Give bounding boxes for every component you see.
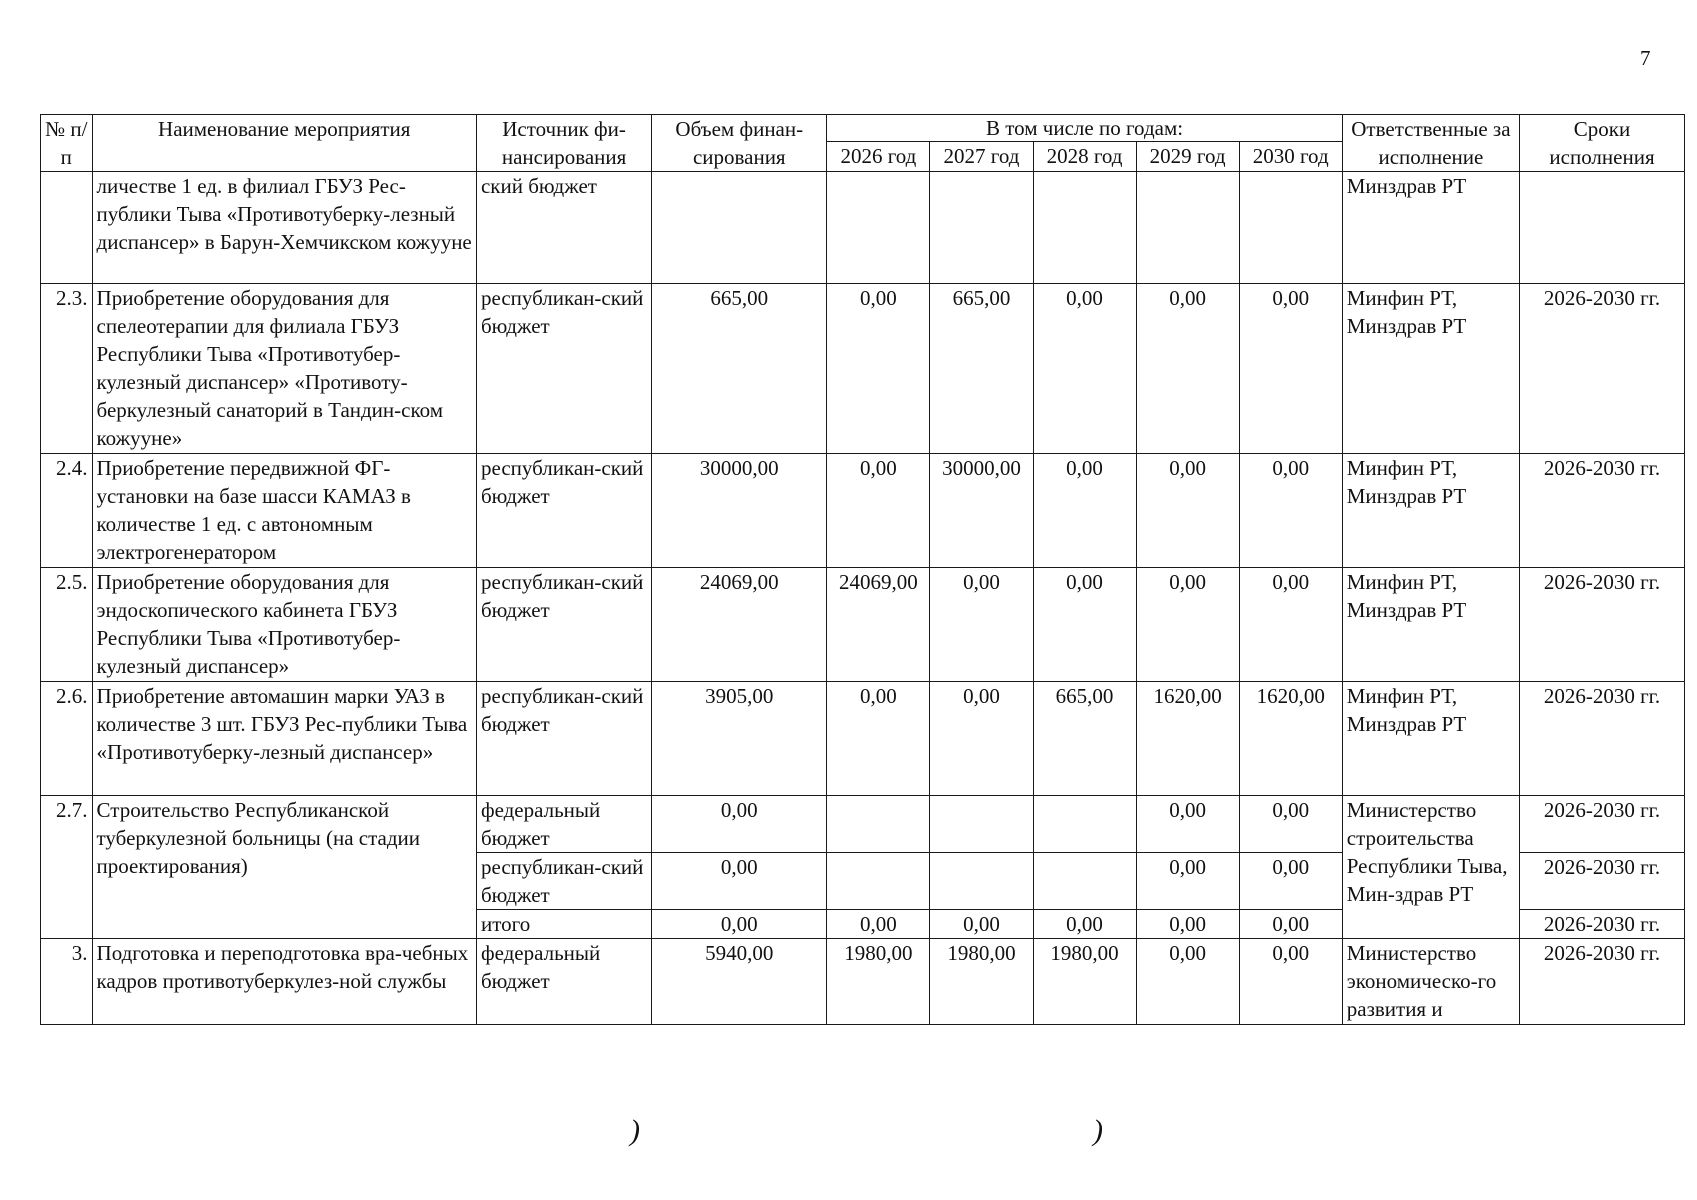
row-name: Приобретение оборудования для эндоскопического кабинета ГБУЗ Республики Тыва «Противотубер-кулезный диспансер»: [92, 568, 476, 682]
row-volume: 0,00: [652, 853, 827, 910]
row-volume: [652, 172, 827, 284]
row-deadline: 2026-2030 гг.: [1520, 568, 1685, 682]
header-volume: Объем финан-сирования: [652, 115, 827, 172]
row-source: республикан-ский бюджет: [476, 454, 651, 568]
row-y2027: 0,00: [930, 682, 1033, 796]
header-num: № п/п: [41, 115, 93, 172]
row-deadline: 2026-2030 гг.: [1520, 682, 1685, 796]
row-deadline: 2026-2030 гг.: [1520, 853, 1685, 910]
scan-mark-right: ): [1093, 1114, 1103, 1147]
row-y2030: 0,00: [1239, 796, 1342, 853]
header-name: Наименование мероприятия: [92, 115, 476, 172]
header-row-1: [41, 115, 1685, 142]
row-y2026: 1980,00: [827, 939, 930, 1025]
row-y2028: 665,00: [1033, 682, 1136, 796]
row-volume: 5940,00: [652, 939, 827, 1025]
row-y2030: 0,00: [1239, 910, 1342, 939]
row-y2029: 0,00: [1136, 853, 1239, 910]
row-name: Строительство Республиканской туберкулезной больницы (на стадии проектирования): [92, 796, 476, 939]
row-y2027: [930, 172, 1033, 284]
row-volume: 0,00: [652, 910, 827, 939]
row-y2028: [1033, 796, 1136, 853]
row-source: республикан-ский бюджет: [476, 853, 651, 910]
row-y2030: 0,00: [1239, 853, 1342, 910]
activities-table-container: [40, 114, 1685, 1025]
row-deadline: 2026-2030 гг.: [1520, 910, 1685, 939]
header-responsible: Ответственные за исполнение: [1342, 115, 1519, 172]
row-num: 2.7.: [41, 796, 93, 939]
row-y2026: [827, 853, 930, 910]
row-y2028: 0,00: [1033, 568, 1136, 682]
row-deadline: 2026-2030 гг.: [1520, 284, 1685, 454]
row-volume: 0,00: [652, 796, 827, 853]
row-y2030: [1239, 172, 1342, 284]
row-num: 2.4.: [41, 454, 93, 568]
row-deadline: 2026-2030 гг.: [1520, 796, 1685, 853]
row-y2028: 0,00: [1033, 910, 1136, 939]
row-y2028: 0,00: [1033, 284, 1136, 454]
row-name: личестве 1 ед. в филиал ГБУЗ Рес-публики Тыва «Противотуберку-лезный диспансер» в Барун-Хемчикском кожууне: [92, 172, 476, 284]
page-number: 7: [1640, 46, 1651, 70]
row-num: 2.6.: [41, 682, 93, 796]
row-deadline: [1520, 172, 1685, 284]
row-source: федеральный бюджет: [476, 939, 651, 1025]
row-y2028: [1033, 172, 1136, 284]
row-y2026: [827, 172, 930, 284]
row-source: республикан-ский бюджет: [476, 284, 651, 454]
row-y2030: 0,00: [1239, 939, 1342, 1025]
table-row: [41, 939, 1685, 1025]
row-volume: 30000,00: [652, 454, 827, 568]
row-y2026: 0,00: [827, 910, 930, 939]
row-y2029: [1136, 172, 1239, 284]
header-year-2027: 2027 год: [930, 142, 1033, 172]
row-name: Приобретение оборудования для спелеотерапии для филиала ГБУЗ Республики Тыва «Противотубер-кулезный диспансер» «Противоту-беркулезный санаторий в Тандин-ском кожууне»: [92, 284, 476, 454]
row-y2029: 0,00: [1136, 284, 1239, 454]
table-row: [41, 796, 1685, 853]
table-row: [41, 568, 1685, 682]
row-name: Приобретение передвижной ФГ-установки на базе шасси КАМАЗ в количестве 1 ед. с автономным электрогенератором: [92, 454, 476, 568]
header-year-2030: 2030 год: [1239, 142, 1342, 172]
row-volume: 3905,00: [652, 682, 827, 796]
row-responsible: Минфин РТ, Минздрав РТ: [1342, 682, 1519, 796]
row-name: Приобретение автомашин марки УАЗ в количестве 3 шт. ГБУЗ Рес-публики Тыва «Противотуберку-лезный диспансер»: [92, 682, 476, 796]
header-year-2026: 2026 год: [827, 142, 930, 172]
row-name: Подготовка и переподготовка вра-чебных кадров противотуберкулез-ной службы: [92, 939, 476, 1025]
row-y2027: 0,00: [930, 568, 1033, 682]
row-responsible: Минфин РТ, Минздрав РТ: [1342, 568, 1519, 682]
row-volume: 665,00: [652, 284, 827, 454]
row-y2029: 0,00: [1136, 796, 1239, 853]
row-source: федеральный бюджет: [476, 796, 651, 853]
row-num: 2.3.: [41, 284, 93, 454]
row-source: ский бюджет: [476, 172, 651, 284]
row-y2030: 0,00: [1239, 568, 1342, 682]
header-year-2029: 2029 год: [1136, 142, 1239, 172]
row-responsible: Минздрав РТ: [1342, 172, 1519, 284]
row-responsible: Министерство экономическо-го развития и: [1342, 939, 1519, 1025]
row-y2029: 0,00: [1136, 910, 1239, 939]
row-deadline: 2026-2030 гг.: [1520, 939, 1685, 1025]
row-num: 2.5.: [41, 568, 93, 682]
row-y2027: 665,00: [930, 284, 1033, 454]
row-source: республикан-ский бюджет: [476, 568, 651, 682]
row-deadline: 2026-2030 гг.: [1520, 454, 1685, 568]
row-y2027: 1980,00: [930, 939, 1033, 1025]
table-row: [41, 172, 1685, 284]
row-responsible: Минфин РТ, Минздрав РТ: [1342, 454, 1519, 568]
row-y2027: 30000,00: [930, 454, 1033, 568]
header-source: Источник фи-нансирования: [476, 115, 651, 172]
row-y2028: 0,00: [1033, 454, 1136, 568]
activities-table: [40, 114, 1685, 1025]
row-y2027: [930, 796, 1033, 853]
row-y2026: 0,00: [827, 682, 930, 796]
row-y2026: [827, 796, 930, 853]
row-y2030: 0,00: [1239, 454, 1342, 568]
row-num: 3.: [41, 939, 93, 1025]
header-years-group: В том числе по годам:: [827, 115, 1342, 142]
row-y2026: 0,00: [827, 284, 930, 454]
row-volume: 24069,00: [652, 568, 827, 682]
row-y2028: 1980,00: [1033, 939, 1136, 1025]
row-y2027: 0,00: [930, 910, 1033, 939]
row-y2029: 1620,00: [1136, 682, 1239, 796]
header-deadline: Сроки исполнения: [1520, 115, 1685, 172]
row-source: республикан-ский бюджет: [476, 682, 651, 796]
row-y2026: 0,00: [827, 454, 930, 568]
row-responsible: Минфин РТ, Минздрав РТ: [1342, 284, 1519, 454]
table-row: [41, 682, 1685, 796]
row-y2030: 0,00: [1239, 284, 1342, 454]
row-y2029: 0,00: [1136, 454, 1239, 568]
table-row: [41, 284, 1685, 454]
row-y2029: 0,00: [1136, 939, 1239, 1025]
scan-mark-left: ): [630, 1114, 640, 1147]
row-y2027: [930, 853, 1033, 910]
row-y2029: 0,00: [1136, 568, 1239, 682]
table-row: [41, 454, 1685, 568]
row-num: [41, 172, 93, 284]
row-y2026: 24069,00: [827, 568, 930, 682]
row-y2028: [1033, 853, 1136, 910]
header-year-2028: 2028 год: [1033, 142, 1136, 172]
row-source: итого: [476, 910, 651, 939]
row-y2030: 1620,00: [1239, 682, 1342, 796]
row-responsible: Министерство строительства Республики Тыва, Мин-здрав РТ: [1342, 796, 1519, 939]
